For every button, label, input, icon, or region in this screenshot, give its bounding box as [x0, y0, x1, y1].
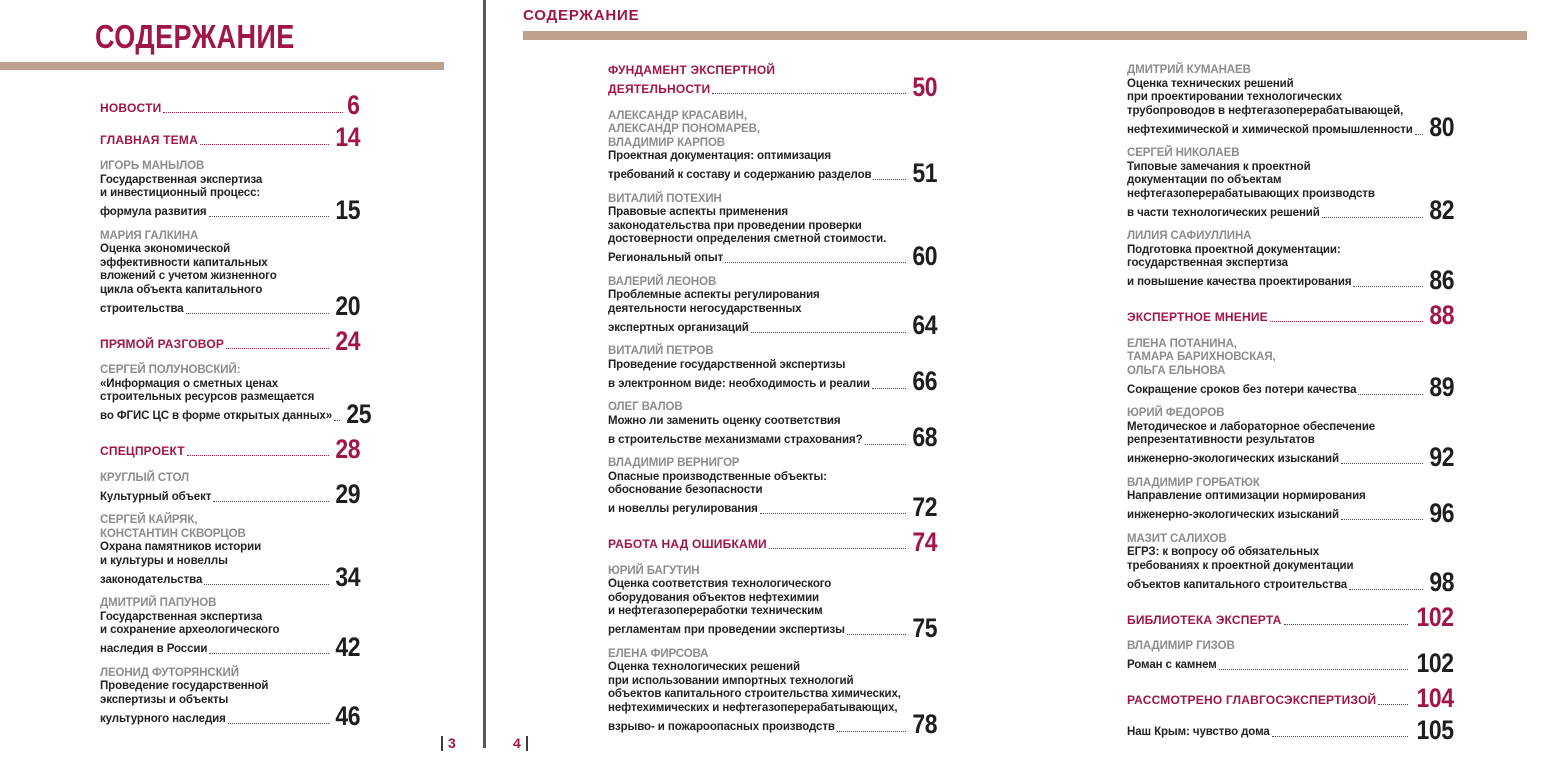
author-line: СЕРГЕЙ ПОЛУНОВСКИЙ: — [100, 364, 241, 376]
toc-section-entry — [1127, 299, 1454, 330]
title-line: Опасные производственные объекты: — [608, 470, 827, 483]
title-line: Оценка экономической — [100, 243, 231, 255]
author-line: ТАМАРА БАРИХНОВСКАЯ, — [1127, 351, 1276, 363]
dotted-leader — [209, 216, 329, 217]
title-line: обоснование безопасности — [608, 484, 763, 496]
dotted-leader — [334, 420, 340, 421]
toc-article-entry — [1127, 64, 1454, 142]
toc-section-entry — [1127, 602, 1454, 632]
toc-article-entry — [608, 345, 937, 396]
header-rule — [523, 31, 1527, 40]
page-ref-number: 105 — [1416, 714, 1454, 745]
title-line: Проблемные аспекты регулирования — [608, 289, 820, 301]
title-line: регламентам при проведении экспертизы — [608, 624, 845, 636]
title-line: и повышение качества проектирования — [1127, 276, 1352, 288]
toc-column-middle — [608, 64, 937, 744]
author-line: КРУГЛЫЙ СТОЛ — [100, 471, 189, 484]
title-line: наследия в России — [100, 643, 208, 655]
dotted-leader — [1415, 134, 1423, 135]
title-line: ДЕЯТЕЛЬНОСТИ — [608, 82, 711, 96]
author-line: ВЛАДИМИР КАРПОВ — [608, 136, 725, 149]
author-line: СЕРГЕЙ НИКОЛАЕВ — [1127, 147, 1240, 159]
page-ref-number: 64 — [912, 310, 937, 340]
toc-row — [100, 122, 360, 152]
page-ref-number: 98 — [1429, 567, 1454, 597]
dotted-leader — [760, 513, 906, 514]
toc-row — [100, 433, 360, 464]
title-line: экспертных организаций — [608, 321, 749, 334]
title-line: НОВОСТИ — [100, 100, 162, 115]
page-ref-number: 29 — [335, 479, 360, 509]
title-line: Государственная экспертиза — [100, 610, 263, 623]
toc-row — [1127, 567, 1454, 597]
dotted-leader — [1270, 321, 1423, 322]
title-line: и инвестиционный процесс: — [100, 187, 261, 199]
page-ref-number: 34 — [335, 562, 360, 592]
toc-row — [100, 631, 360, 662]
author-line: ВЛАДИМИР ГОРБАТЮК — [1127, 476, 1260, 489]
title-line: документации по объектам — [1127, 174, 1282, 186]
page-ref-number: 92 — [1429, 441, 1454, 472]
title-line: законодательства — [100, 573, 203, 586]
author-line: АЛЕКСАНДР ПОНОМАРЕВ, — [608, 123, 760, 135]
page-ref-number: 104 — [1416, 682, 1454, 713]
title-line: Проектная документация: оптимизация — [608, 150, 831, 162]
toc-article-entry — [1127, 337, 1454, 402]
author-line: КОНСТАНТИН СКВОРЦОВ — [100, 527, 246, 540]
toc-article-entry — [1127, 407, 1454, 472]
dotted-leader — [213, 501, 329, 502]
title-line: Роман с камнем — [1127, 659, 1217, 671]
title-line: культурного наследия — [100, 712, 226, 725]
title-line: Правовые аспекты применения — [608, 206, 788, 218]
toc-article-entry — [608, 401, 937, 452]
toc-row — [1127, 714, 1454, 745]
page-title: СОДЕРЖАНИЕ — [95, 18, 295, 55]
title-line: строительных ресурсов размещается — [100, 391, 315, 403]
title-line: «Информация о сметных ценах — [100, 377, 279, 390]
title-line: Можно ли заменить оценку соответствия — [608, 414, 841, 427]
title-rule — [0, 62, 444, 70]
title-line: репрезентативности результатов — [1127, 434, 1315, 446]
dotted-leader — [187, 455, 329, 456]
page-ref-number: 66 — [912, 366, 937, 396]
title-line: при использовании импортных технологий — [608, 674, 854, 687]
page-ref-number: 42 — [335, 631, 360, 662]
page-ref-number: 60 — [912, 240, 937, 271]
title-line: ГЛАВНАЯ ТЕМА — [100, 132, 198, 147]
toc-section-entry — [100, 433, 360, 464]
page-ref-number: 50 — [912, 71, 937, 102]
author-line: ДМИТРИЙ КУМАНАЕВ — [1127, 64, 1251, 76]
title-line: Проведение государственной экспертизы — [608, 358, 846, 371]
author-line: ВИТАЛИЙ ПЕТРОВ — [608, 345, 714, 357]
toc-row — [608, 709, 937, 739]
toc-article-entry — [100, 471, 360, 509]
author-line: ОЛЕГ ВАЛОВ — [608, 401, 683, 413]
toc-article-entry — [100, 160, 360, 225]
toc-row — [1127, 264, 1454, 295]
page-ref-number: 102 — [1416, 647, 1454, 678]
dotted-leader — [1358, 394, 1423, 395]
toc-row — [100, 479, 360, 509]
title-line: Методическое и лабораторное обеспечение — [1127, 420, 1376, 433]
toc-article-entry — [1127, 476, 1454, 528]
title-line: Наш Крым: чувство дома — [1127, 726, 1270, 738]
title-line: ЭКСПЕРТНОЕ МНЕНИЕ — [1127, 310, 1268, 324]
author-line: ЛИЛИЯ САФИУЛЛИНА — [1127, 230, 1252, 242]
title-line: взрыво- и пожароопасных производств — [608, 720, 835, 733]
dotted-leader — [226, 348, 329, 349]
toc-article-entry — [1127, 714, 1454, 745]
dotted-leader — [873, 179, 905, 180]
page-ref-number: 80 — [1429, 112, 1454, 142]
title-line: требованиях к проектной документации — [1127, 559, 1354, 572]
author-line: ВЛАДИМИР ВЕРНИГОР — [608, 457, 740, 469]
title-line: во ФГИС ЦС в форме открытых данных» — [100, 410, 333, 422]
title-line: трубопроводов в нефтегазоперерабатывающей, — [1127, 104, 1404, 117]
title-line: государственная экспертиза — [1127, 257, 1288, 269]
title-line: ЕГРЗ: к вопросу об обязательных — [1127, 546, 1320, 558]
title-line: Региональный опыт — [608, 252, 724, 264]
dotted-leader — [163, 112, 343, 113]
toc-row — [608, 491, 937, 522]
title-line: РАБОТА НАД ОШИБКАМИ — [608, 537, 767, 551]
toc-row — [1127, 195, 1454, 225]
toc-row — [100, 701, 360, 731]
author-line: ДМИТРИЙ ПАПУНОВ — [100, 597, 217, 609]
page-ref-number: 24 — [335, 326, 360, 356]
toc-row — [608, 366, 937, 396]
title-line: вложений с учетом жизненного — [100, 270, 277, 282]
toc-row — [608, 310, 937, 340]
dotted-leader — [872, 388, 906, 389]
toc-row — [1127, 682, 1454, 713]
dotted-leader — [200, 144, 329, 145]
toc-row — [100, 398, 372, 429]
author-line: ЛЕОНИД ФУТОРЯНСКИЙ — [100, 666, 239, 679]
title-line: Подготовка проектной документации: — [1127, 243, 1341, 256]
title-line: законодательства при проведении проверки — [608, 219, 862, 232]
dotted-leader — [204, 584, 329, 585]
page-ref-number: 72 — [912, 491, 937, 522]
dotted-leader — [712, 93, 906, 94]
title-line: деятельности негосударственных — [608, 302, 802, 315]
title-line: Типовые замечания к проектной — [1127, 160, 1311, 173]
toc-section-entry — [100, 90, 360, 120]
toc-column-left — [100, 90, 372, 736]
author-line: ЕЛЕНА ПОТАНИНА, — [1127, 337, 1237, 350]
dotted-leader — [837, 731, 906, 732]
title-line: в строительстве механизмами страхования? — [608, 433, 863, 446]
title-line: в части технологических решений — [1127, 206, 1320, 219]
toc-article-entry — [100, 364, 372, 429]
title-line: и культуры и новеллы — [100, 554, 228, 567]
dotted-leader — [751, 332, 906, 333]
author-line: СЕРГЕЙ КАЙРЯК, — [100, 514, 198, 526]
author-line: ЮРИЙ БАГУТИН — [608, 564, 700, 577]
page-ref-number: 78 — [912, 709, 937, 739]
dotted-leader — [1341, 519, 1423, 520]
toc-article-entry — [1127, 640, 1454, 678]
title-line: Оценка соответствия технологического — [608, 578, 832, 590]
toc-article-entry — [100, 597, 360, 662]
toc-section-entry — [1127, 682, 1454, 713]
page-ref-number: 6 — [347, 90, 360, 120]
dotted-leader — [1322, 217, 1423, 218]
toc-article-entry — [608, 457, 937, 522]
title-line: оборудования объектов нефтехимии — [608, 591, 820, 604]
title-line: нефтегазоперерабатывающих производств — [1127, 187, 1375, 200]
page-number-bar — [526, 736, 528, 751]
toc-article-entry — [1127, 230, 1454, 295]
title-line: Оценка технических решений — [1127, 77, 1294, 90]
toc-article-entry — [608, 109, 937, 188]
toc-article-entry — [1127, 532, 1454, 597]
author-line: ИГОРЬ МАНЫЛОВ — [100, 160, 205, 172]
toc-row — [1127, 112, 1454, 142]
page-number-right — [513, 735, 528, 751]
toc-row — [1127, 372, 1454, 402]
title-line: и сохранение археологического — [100, 624, 280, 636]
title-line: цикла объекта капитального — [100, 283, 263, 296]
dotted-leader — [228, 723, 329, 724]
title-line: в электронном виде: необходимость и реалии — [608, 377, 871, 390]
toc-article-entry — [608, 192, 937, 271]
title-line: формула развития — [100, 206, 207, 218]
toc-row — [1127, 647, 1454, 678]
toc-row — [608, 422, 937, 452]
toc-row — [100, 291, 360, 321]
title-line: экспертизы и объекты — [100, 693, 229, 706]
title-line: и новеллы регулирования — [608, 503, 758, 515]
title-line: объектов капитального строительства — [1127, 578, 1348, 591]
title-line: Культурный объект — [100, 490, 212, 503]
title-line: ПРЯМОЙ РАЗГОВОР — [100, 336, 225, 351]
dotted-leader — [847, 634, 906, 635]
author-line: МАЗИТ САЛИХОВ — [1127, 532, 1227, 545]
toc-row — [608, 71, 937, 102]
title-line: строительства — [100, 302, 184, 315]
toc-section-entry — [100, 122, 360, 152]
toc-row — [100, 90, 360, 120]
title-line: РАССМОТРЕНО ГЛАВГОСЭКСПЕРТИЗОЙ — [1127, 693, 1377, 707]
toc-article-entry — [608, 564, 937, 643]
toc-row — [1127, 497, 1454, 528]
toc-row — [1127, 441, 1454, 472]
author-line: ОЛЬГА ЕЛЬНОВА — [1127, 364, 1226, 377]
title-line: Охрана памятников истории — [100, 541, 262, 553]
page-ref-number: 28 — [335, 433, 360, 464]
dotted-leader — [725, 262, 906, 263]
toc-article-entry — [100, 514, 360, 592]
title-line: Проведение государственной — [100, 680, 269, 692]
title-line: Государственная экспертиза — [100, 173, 263, 186]
toc-article-entry — [100, 229, 360, 321]
author-line: ВЛАДИМИР ГИЗОВ — [1127, 640, 1235, 652]
dotted-leader — [1272, 736, 1409, 737]
title-line: инженерно-экологических изысканий — [1127, 453, 1339, 465]
title-line: эффективности капитальных — [100, 256, 268, 269]
toc-row — [608, 157, 937, 188]
toc-section-entry — [608, 526, 937, 557]
page-ref-number: 20 — [335, 291, 360, 321]
title-line: Направление оптимизации нормирования — [1127, 490, 1366, 502]
page-ref-number: 14 — [335, 122, 360, 152]
author-line: ВИТАЛИЙ ПОТЕХИН — [608, 192, 722, 205]
page-number-bar — [441, 736, 443, 751]
page-ref-number: 96 — [1429, 497, 1454, 528]
page-ref-number: 82 — [1429, 195, 1454, 225]
author-line: ЕЛЕНА ФИРСОВА — [608, 647, 709, 660]
dotted-leader — [1341, 463, 1423, 464]
page-number-value: 4 — [513, 735, 521, 751]
page-ref-number: 51 — [912, 157, 937, 188]
page-left — [0, 0, 483, 760]
title-line: при проектировании технологических — [1127, 91, 1342, 103]
author-line: ЮРИЙ ФЕДОРОВ — [1127, 407, 1225, 419]
toc-row — [100, 326, 360, 356]
toc-article-entry — [608, 275, 937, 340]
title-line: Оценка технологических решений — [608, 661, 800, 673]
author-line: АЛЕКСАНДР КРАСАВИН, — [608, 109, 747, 122]
page-ref-number: 46 — [335, 701, 360, 731]
toc-row — [1127, 299, 1454, 330]
toc-row — [100, 194, 360, 225]
dotted-leader — [1219, 669, 1409, 670]
toc-row — [608, 526, 937, 557]
page-number-value: 3 — [448, 735, 456, 751]
dotted-leader — [769, 548, 906, 549]
title-line: инженерно-экологических изысканий — [1127, 509, 1339, 521]
page-right — [486, 0, 1544, 760]
toc-row — [1127, 602, 1454, 632]
page-ref-number: 74 — [912, 526, 937, 557]
toc-article-entry — [100, 666, 360, 731]
page-ref-number: 86 — [1429, 264, 1454, 295]
toc-row — [608, 612, 937, 643]
page-ref-number: 89 — [1429, 372, 1454, 402]
title-line: объектов капитального строительства химических, — [608, 688, 901, 700]
title-line: нефтехимических и нефтегазоперерабатывающих, — [608, 701, 898, 714]
title-line: ФУНДАМЕНТ ЭКСПЕРТНОЙ — [608, 63, 776, 77]
title-line: требований к составу и содержанию разделов — [608, 169, 872, 181]
toc-article-entry — [608, 647, 937, 739]
toc-column-right — [1127, 64, 1454, 750]
toc-article-entry — [1127, 147, 1454, 225]
page-ref-number: 75 — [912, 612, 937, 643]
title-line: достоверности определения сметной стоимости. — [608, 233, 887, 245]
dotted-leader — [1284, 624, 1409, 625]
dotted-leader — [186, 313, 329, 314]
toc-section-entry — [608, 63, 937, 102]
dotted-leader — [865, 444, 906, 445]
title-line: и нефтегазопереработки техническим — [608, 605, 823, 617]
toc-row — [608, 240, 937, 271]
title-line: СПЕЦПРОЕКТ — [100, 444, 185, 458]
author-line: МАРИЯ ГАЛКИНА — [100, 229, 199, 242]
page-ref-number: 68 — [912, 422, 937, 452]
page-ref-number: 102 — [1416, 602, 1454, 632]
dotted-leader — [1349, 589, 1423, 590]
page-header-title: СОДЕРЖАНИЕ — [523, 7, 640, 24]
title-line: БИБЛИОТЕКА ЭКСПЕРТА — [1127, 612, 1282, 627]
toc-row — [100, 562, 360, 592]
dotted-leader — [209, 653, 329, 654]
author-line: ВАЛЕРИЙ ЛЕОНОВ — [608, 275, 717, 288]
dotted-leader — [1353, 286, 1422, 287]
title-line: нефтехимической и химической промышленности — [1127, 123, 1413, 136]
title-line: Сокращение сроков без потери качества — [1127, 383, 1357, 396]
toc-section-entry — [100, 326, 360, 356]
page-ref-number: 88 — [1429, 299, 1454, 330]
page-number-left — [441, 735, 456, 751]
dotted-leader — [1378, 704, 1408, 705]
page-ref-number: 15 — [335, 194, 360, 225]
page-ref-number: 25 — [346, 398, 372, 429]
